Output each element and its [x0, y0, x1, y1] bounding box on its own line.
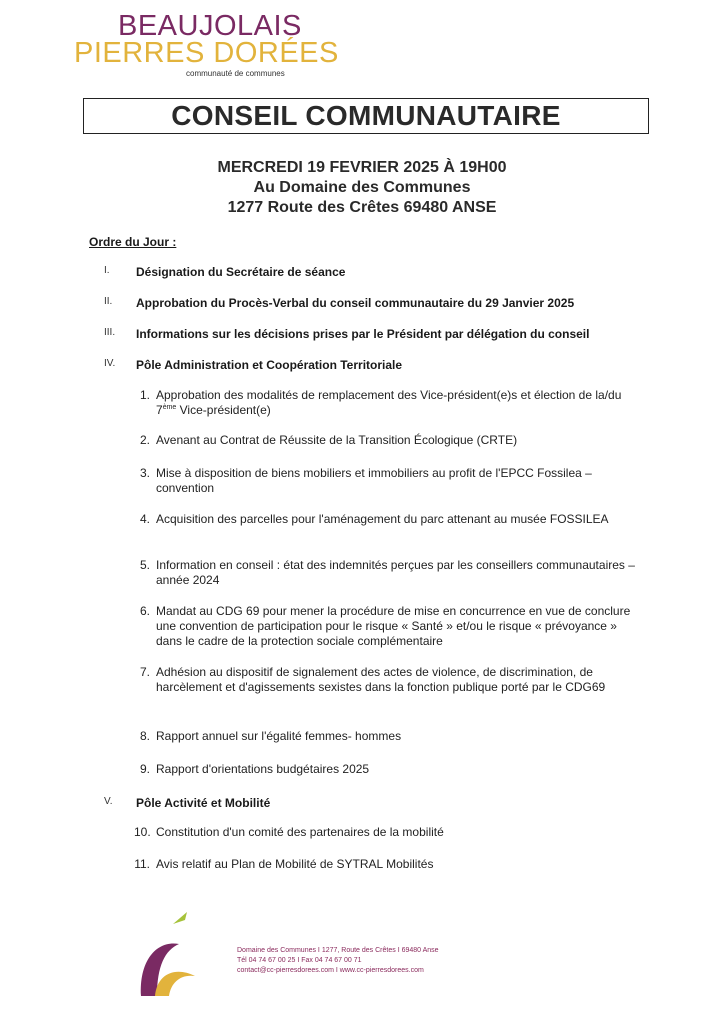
footer-contact — [237, 946, 439, 976]
item-number: 9. — [139, 762, 150, 776]
page-title: CONSEIL COMMUNAUTAIRE — [171, 100, 561, 131]
item-text: Rapport d'orientations budgétaires 2025 — [156, 762, 370, 776]
item-text: Avenant au Contrat de Réussite de la Transition Écologique (CRTE) — [156, 433, 518, 447]
footer-phone: Tél 04 74 67 00 25 I Fax 04 74 67 00 71 — [237, 957, 362, 964]
meeting-date: MERCREDI 19 FEVRIER 2025 À 19H00 — [217, 159, 507, 176]
item-text: Rapport annuel sur l'égalité femmes- hommes — [156, 729, 402, 743]
logo — [74, 10, 339, 80]
item-number: 4. — [139, 512, 150, 526]
item-number: 1. — [139, 388, 150, 402]
section-title: Désignation du Secrétaire de séance — [136, 265, 346, 279]
section-title: Informations sur les décisions prises par le Président par délégation du conseil — [136, 327, 590, 341]
section-title: Approbation du Procès-Verbal du conseil communautaire du 29 Janvier 2025 — [136, 296, 575, 310]
title-box — [83, 98, 649, 134]
item-number: 5. — [139, 558, 150, 572]
item-text: Mandat au CDG 69 pour mener la procédure de mise en concurrence en vue de conclure une convention de participation pour le risque « Santé » et/ou le risque « prévoyance » dans le cadre de la protection sociale complémentaire — [156, 604, 631, 648]
item-text: Avis relatif au Plan de Mobilité de SYTRAL Mobilités — [156, 857, 434, 871]
logo-line2: PIERRES DORÉES — [74, 37, 339, 69]
logo-line1: BEAUJOLAIS — [118, 10, 302, 42]
footer-logo-icon — [135, 910, 205, 1000]
footer-email: contact@cc-pierresdorees.com I www.cc-pierresdorees.com — [237, 967, 424, 974]
item-text: Acquisition des parcelles pour l'aménagement du parc attenant au musée FOSSILEA — [156, 512, 609, 526]
section-number: III. — [104, 327, 116, 338]
section-title: Pôle Administration et Coopération Territoriale — [136, 358, 403, 372]
item-text: Constitution d'un comité des partenaires de la mobilité — [156, 825, 444, 839]
section-number: II. — [104, 296, 113, 307]
item-text: Adhésion au dispositif de signalement des actes de violence, de discrimination, de harcèlement et d'agissements sexistes dans la fonction publique porté par le CDG69 — [156, 665, 606, 694]
item-text: Information en conseil : état des indemnités perçues par les conseillers communautaires – année 2024 — [156, 558, 635, 587]
section-number: IV. — [104, 358, 116, 369]
item-number: 7. — [139, 665, 150, 679]
section-number: I. — [104, 265, 110, 276]
item-number: 6. — [139, 604, 150, 618]
item-number: 11. — [134, 857, 150, 871]
item-text: Mise à disposition de biens mobiliers et immobiliers au profit de l'EPCC Fossilea – convention — [156, 466, 592, 495]
item-number: 10. — [134, 825, 151, 839]
section-title: Pôle Activité et Mobilité — [136, 796, 271, 810]
section-number: V. — [104, 796, 113, 807]
footer-address: Domaine des Communes I 1277, Route des Crêtes I 69480 Anse — [237, 947, 439, 954]
item-number: 8. — [139, 729, 150, 743]
logo-subtitle: communauté de communes — [186, 69, 285, 78]
item-number: 2. — [139, 433, 150, 447]
meeting-info — [0, 158, 724, 218]
meeting-address: 1277 Route des Crêtes 69480 ANSE — [227, 199, 497, 216]
item-text: Approbation des modalités de remplacement des Vice-président(e)s et élection de la/du 7ème Vice-président(e) — [156, 388, 622, 417]
meeting-venue: Au Domaine des Communes — [253, 179, 471, 196]
agenda-label: Ordre du Jour : — [89, 235, 177, 249]
item-number: 3. — [139, 466, 150, 480]
